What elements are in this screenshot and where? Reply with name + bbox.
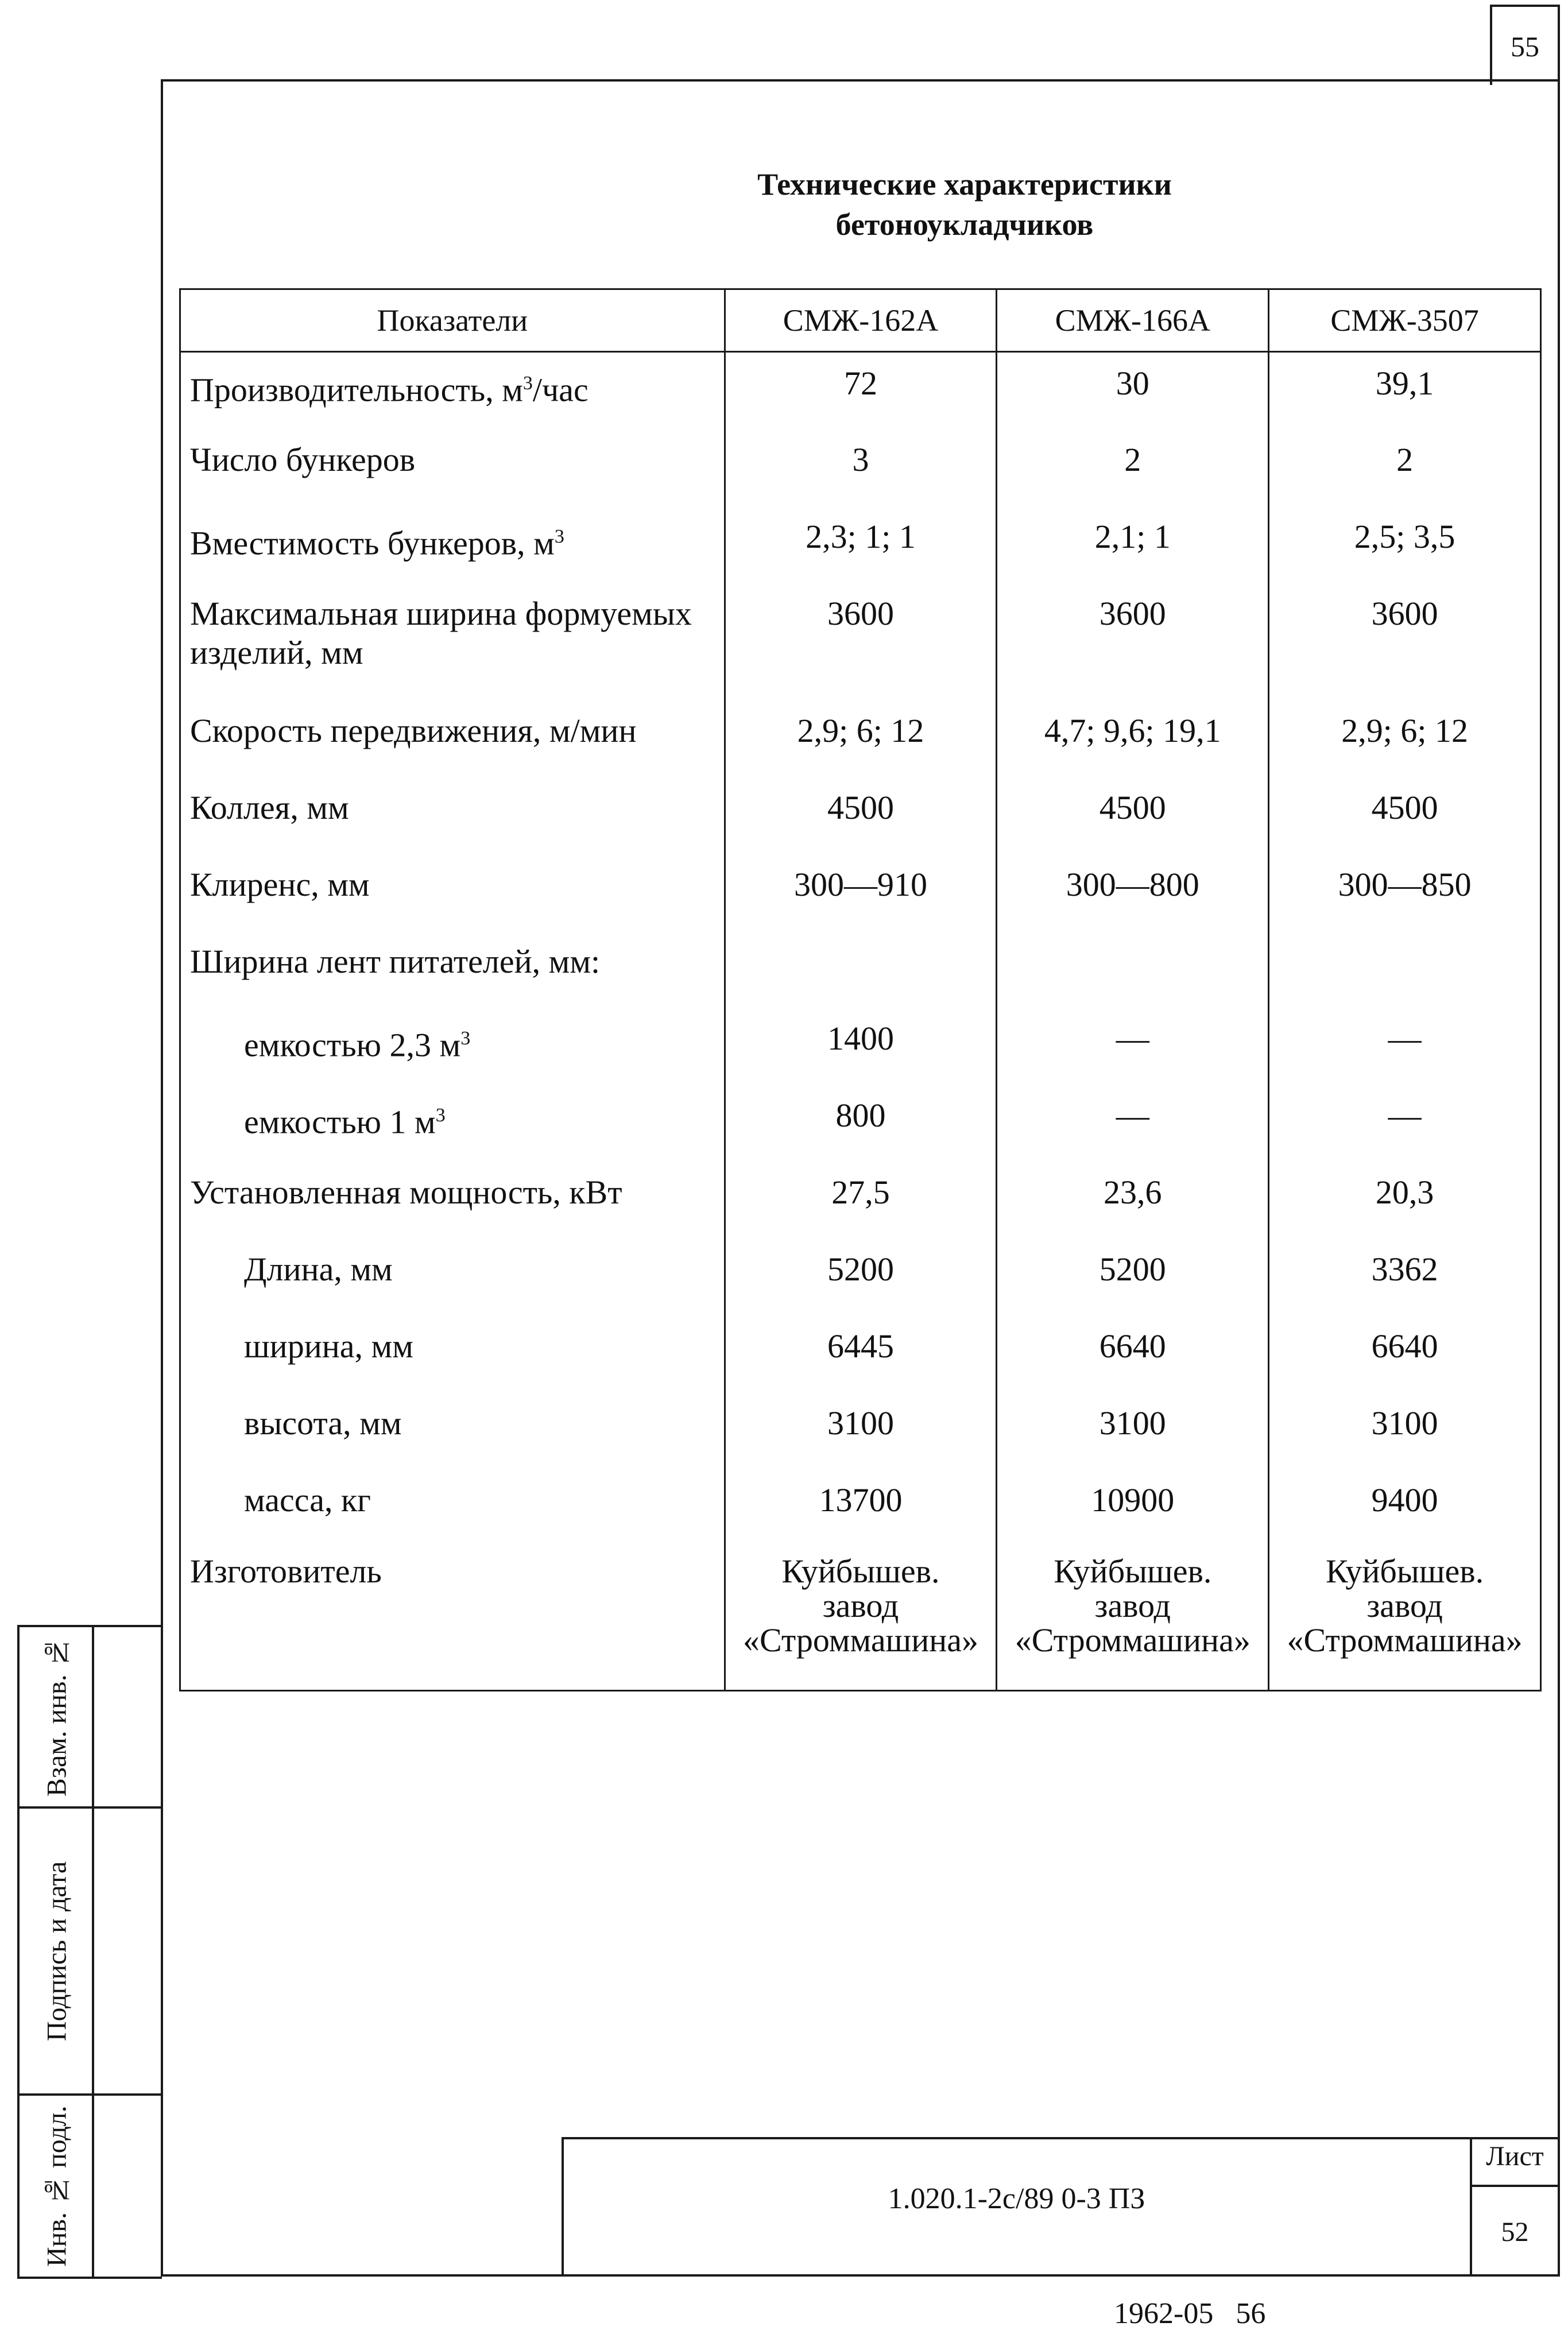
table-row xyxy=(180,1392,1541,1469)
specs-table xyxy=(179,288,1542,1691)
row-label: масса, кг xyxy=(180,1469,725,1546)
value-cell: 300—800 xyxy=(997,854,1269,931)
header-cell: СМЖ-166А xyxy=(997,289,1269,352)
value-cell: — xyxy=(997,1085,1269,1162)
value-cell: 3362 xyxy=(1269,1238,1541,1315)
value-cell xyxy=(997,931,1269,1008)
value-cell: 2,9; 6; 12 xyxy=(725,700,997,777)
value-cell: 3600 xyxy=(725,583,997,700)
value-cell: 72 xyxy=(725,352,997,429)
sheet-label: Лист xyxy=(1486,2141,1544,2171)
footer-code: 1962-05 56 xyxy=(1114,2297,1266,2330)
value-cell: 10900 xyxy=(997,1469,1269,1546)
value-cell: 39,1 xyxy=(1269,352,1541,429)
value-cell: 2 xyxy=(997,429,1269,506)
table-row xyxy=(180,583,1541,700)
table-row xyxy=(180,854,1541,931)
table-row xyxy=(180,352,1541,429)
table-header-row xyxy=(180,289,1541,352)
value-cell: Куйбышев. завод «Строммашина» xyxy=(1269,1546,1541,1691)
value-cell: 4500 xyxy=(997,777,1269,854)
value-cell: 3100 xyxy=(1269,1392,1541,1469)
side-stamp-vzam xyxy=(17,1625,162,1809)
table-row xyxy=(180,700,1541,777)
row-label: емкостью 1 $м^3$ xyxy=(180,1085,725,1162)
value-cell: 6445 xyxy=(725,1315,997,1392)
side-stamp-vzam-label: Взам. инв. № xyxy=(41,1637,72,1797)
row-label: Скорость передвижения, м/мин xyxy=(180,700,725,777)
row-label: Коллея, мм xyxy=(180,777,725,854)
value-cell: — xyxy=(1269,1008,1541,1085)
value-cell: 30 xyxy=(997,352,1269,429)
value-cell: 5200 xyxy=(725,1238,997,1315)
table-row xyxy=(180,1008,1541,1085)
row-label: Клиренс, мм xyxy=(180,854,725,931)
row-label: Максимальная ширина формуемых изделий, мм xyxy=(180,583,725,700)
value-cell: 1400 xyxy=(725,1008,997,1085)
header-cell: Показатели xyxy=(180,289,725,352)
row-label: Ширина лент питателей, мм: xyxy=(180,931,725,1008)
value-cell: 9400 xyxy=(1269,1469,1541,1546)
value-cell: 3100 xyxy=(725,1392,997,1469)
row-label: Производительность, $м^3$/час xyxy=(180,352,725,429)
table-row xyxy=(180,1469,1541,1546)
table-row xyxy=(180,777,1541,854)
value-cell: 4500 xyxy=(725,777,997,854)
value-cell: 300—910 xyxy=(725,854,997,931)
value-cell: 4,7; 9,6; 19,1 xyxy=(997,700,1269,777)
value-cell: 2,5; 3,5 xyxy=(1269,506,1541,583)
value-cell: 13700 xyxy=(725,1469,997,1546)
table-row xyxy=(180,1315,1541,1392)
table-row xyxy=(180,1238,1541,1315)
value-cell: 27,5 xyxy=(725,1162,997,1238)
row-label: Установленная мощность, кВт xyxy=(180,1162,725,1238)
table-row xyxy=(180,1085,1541,1162)
row-label: высота, мм xyxy=(180,1392,725,1469)
row-label: Число бункеров xyxy=(180,429,725,506)
side-stamp-inv-label: Инв. № подл. xyxy=(41,2105,72,2267)
value-cell: 3600 xyxy=(1269,583,1541,700)
value-cell: 5200 xyxy=(997,1238,1269,1315)
value-cell: 6640 xyxy=(1269,1315,1541,1392)
value-cell: 3600 xyxy=(997,583,1269,700)
table-row xyxy=(180,1546,1541,1691)
value-cell: 800 xyxy=(725,1085,997,1162)
header-cell: СМЖ-3507 xyxy=(1269,289,1541,352)
row-label: Вместимость бункеров, $м^3$ xyxy=(180,506,725,583)
value-cell: Куйбышев. завод «Строммашина» xyxy=(997,1546,1269,1691)
title-line-1: Технические характеристики xyxy=(757,167,1172,202)
sheet-box-divider xyxy=(1470,2185,1560,2187)
value-cell: 4500 xyxy=(1269,777,1541,854)
document-code: 1.020.1-2с/89 0-3 ПЗ xyxy=(888,2182,1145,2215)
sheet-number: 52 xyxy=(1501,2217,1529,2247)
value-cell: 300—850 xyxy=(1269,854,1541,931)
table-row xyxy=(180,429,1541,506)
row-label: ширина, мм xyxy=(180,1315,725,1392)
value-cell: 23,6 xyxy=(997,1162,1269,1238)
row-label: Изготовитель xyxy=(180,1546,725,1691)
table-row xyxy=(180,931,1541,1008)
value-cell: Куйбышев. завод «Строммашина» xyxy=(725,1546,997,1691)
title-line-2: бетоноукладчиков xyxy=(835,207,1094,242)
page-number-box xyxy=(1490,5,1560,85)
side-stamp-inv xyxy=(17,2093,162,2279)
side-stamp-podpis xyxy=(17,1806,162,2096)
value-cell: — xyxy=(1269,1085,1541,1162)
table-row xyxy=(180,1162,1541,1238)
value-cell: 6640 xyxy=(997,1315,1269,1392)
side-stamp-podpis-label: Подпись и дата xyxy=(41,1861,72,2041)
value-cell: 2,1; 1 xyxy=(997,506,1269,583)
value-cell: 2,9; 6; 12 xyxy=(1269,700,1541,777)
value-cell: 3100 xyxy=(997,1392,1269,1469)
row-label: емкостью 2,3 $м^3$ xyxy=(180,1008,725,1085)
page-number: 55 xyxy=(1511,30,1539,63)
value-cell: 3 xyxy=(725,429,997,506)
document-title xyxy=(448,164,1481,245)
value-cell: 2,3; 1; 1 xyxy=(725,506,997,583)
row-label: Длина, мм xyxy=(180,1238,725,1315)
header-cell: СМЖ-162А xyxy=(725,289,997,352)
table-row xyxy=(180,506,1541,583)
value-cell xyxy=(1269,931,1541,1008)
value-cell xyxy=(725,931,997,1008)
value-cell: 2 xyxy=(1269,429,1541,506)
value-cell: — xyxy=(997,1008,1269,1085)
value-cell: 20,3 xyxy=(1269,1162,1541,1238)
